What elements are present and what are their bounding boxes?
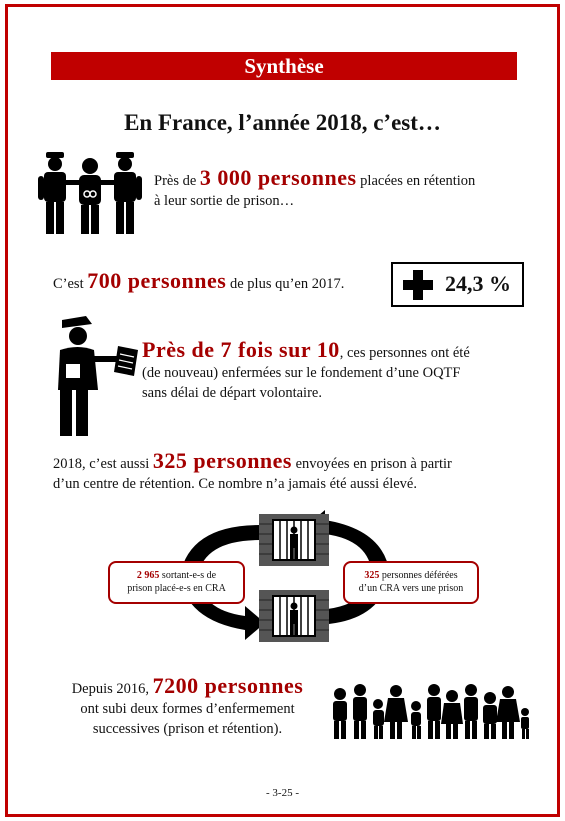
stat-increase xyxy=(53,268,345,294)
s3-highlight: Près de 7 fois sur 10 xyxy=(142,337,340,362)
cycle-right-number: 325 xyxy=(364,570,380,581)
s2-pre: C’est xyxy=(53,276,88,292)
s5-line3: successives (prison et rétention). xyxy=(92,721,283,737)
prison-cell-icon-top xyxy=(259,514,329,566)
s2-post: de plus qu’en 2017. xyxy=(226,276,345,292)
s4-highlight: 325 personnes xyxy=(152,448,292,473)
cycle-box-prison-to-cra xyxy=(108,561,245,604)
stat-prison-from-cra xyxy=(53,448,521,494)
plus-icon xyxy=(402,269,434,301)
s1-highlight: 3 000 personnes xyxy=(199,165,357,190)
page-heading: En France, l’année 2018, c’est… xyxy=(124,110,441,135)
police-escort-icon xyxy=(36,150,144,236)
stat-since-2016 xyxy=(55,673,320,739)
s3-post: , ces personnes ont été xyxy=(339,345,470,361)
s3-line3: sans délai de départ volontaire. xyxy=(142,385,322,401)
s5-highlight: 7200 personnes xyxy=(152,673,304,698)
s5-line2: ont subi deux formes d’enfermement xyxy=(80,701,295,717)
s4-post: envoyées en prison à partir xyxy=(292,456,452,472)
crowd-icon xyxy=(330,682,530,740)
cycle-left-number: 2 965 xyxy=(136,570,160,581)
prison-cell-icon-bottom xyxy=(259,590,329,642)
increase-percent: 24,3 % xyxy=(445,271,511,296)
cycle-left-line2: prison placé-e-s en CRA xyxy=(127,583,226,594)
page-number: - 3-25 - xyxy=(266,787,299,799)
s3-line2: (de nouveau) enfermées sur le fondement d’une OQTF xyxy=(142,365,461,381)
s4-pre: 2018, c’est aussi xyxy=(53,456,153,472)
s1-pre: Près de xyxy=(154,173,200,189)
cycle-right-text: personnes déférées xyxy=(379,570,458,581)
cycle-right-line2: d’un CRA vers une prison xyxy=(358,583,464,594)
s5-pre: Depuis 2016, xyxy=(71,681,153,697)
officer-document-icon xyxy=(48,316,140,440)
increase-stat-box xyxy=(391,262,524,307)
s4-line2: d’un centre de rétention. Ce nombre n’a jamais été aussi élevé. xyxy=(53,476,417,492)
stat-release-retention xyxy=(154,165,476,211)
cycle-box-cra-to-prison xyxy=(343,561,479,604)
s1-line2: à leur sortie de prison… xyxy=(154,193,295,209)
s2-highlight: 700 personnes xyxy=(87,268,227,293)
section-title: Synthèse xyxy=(51,52,517,80)
s1-post: placées en rétention xyxy=(356,173,476,189)
cycle-left-text: sortant-e-s de xyxy=(159,570,217,581)
stat-oqtf xyxy=(142,337,520,403)
